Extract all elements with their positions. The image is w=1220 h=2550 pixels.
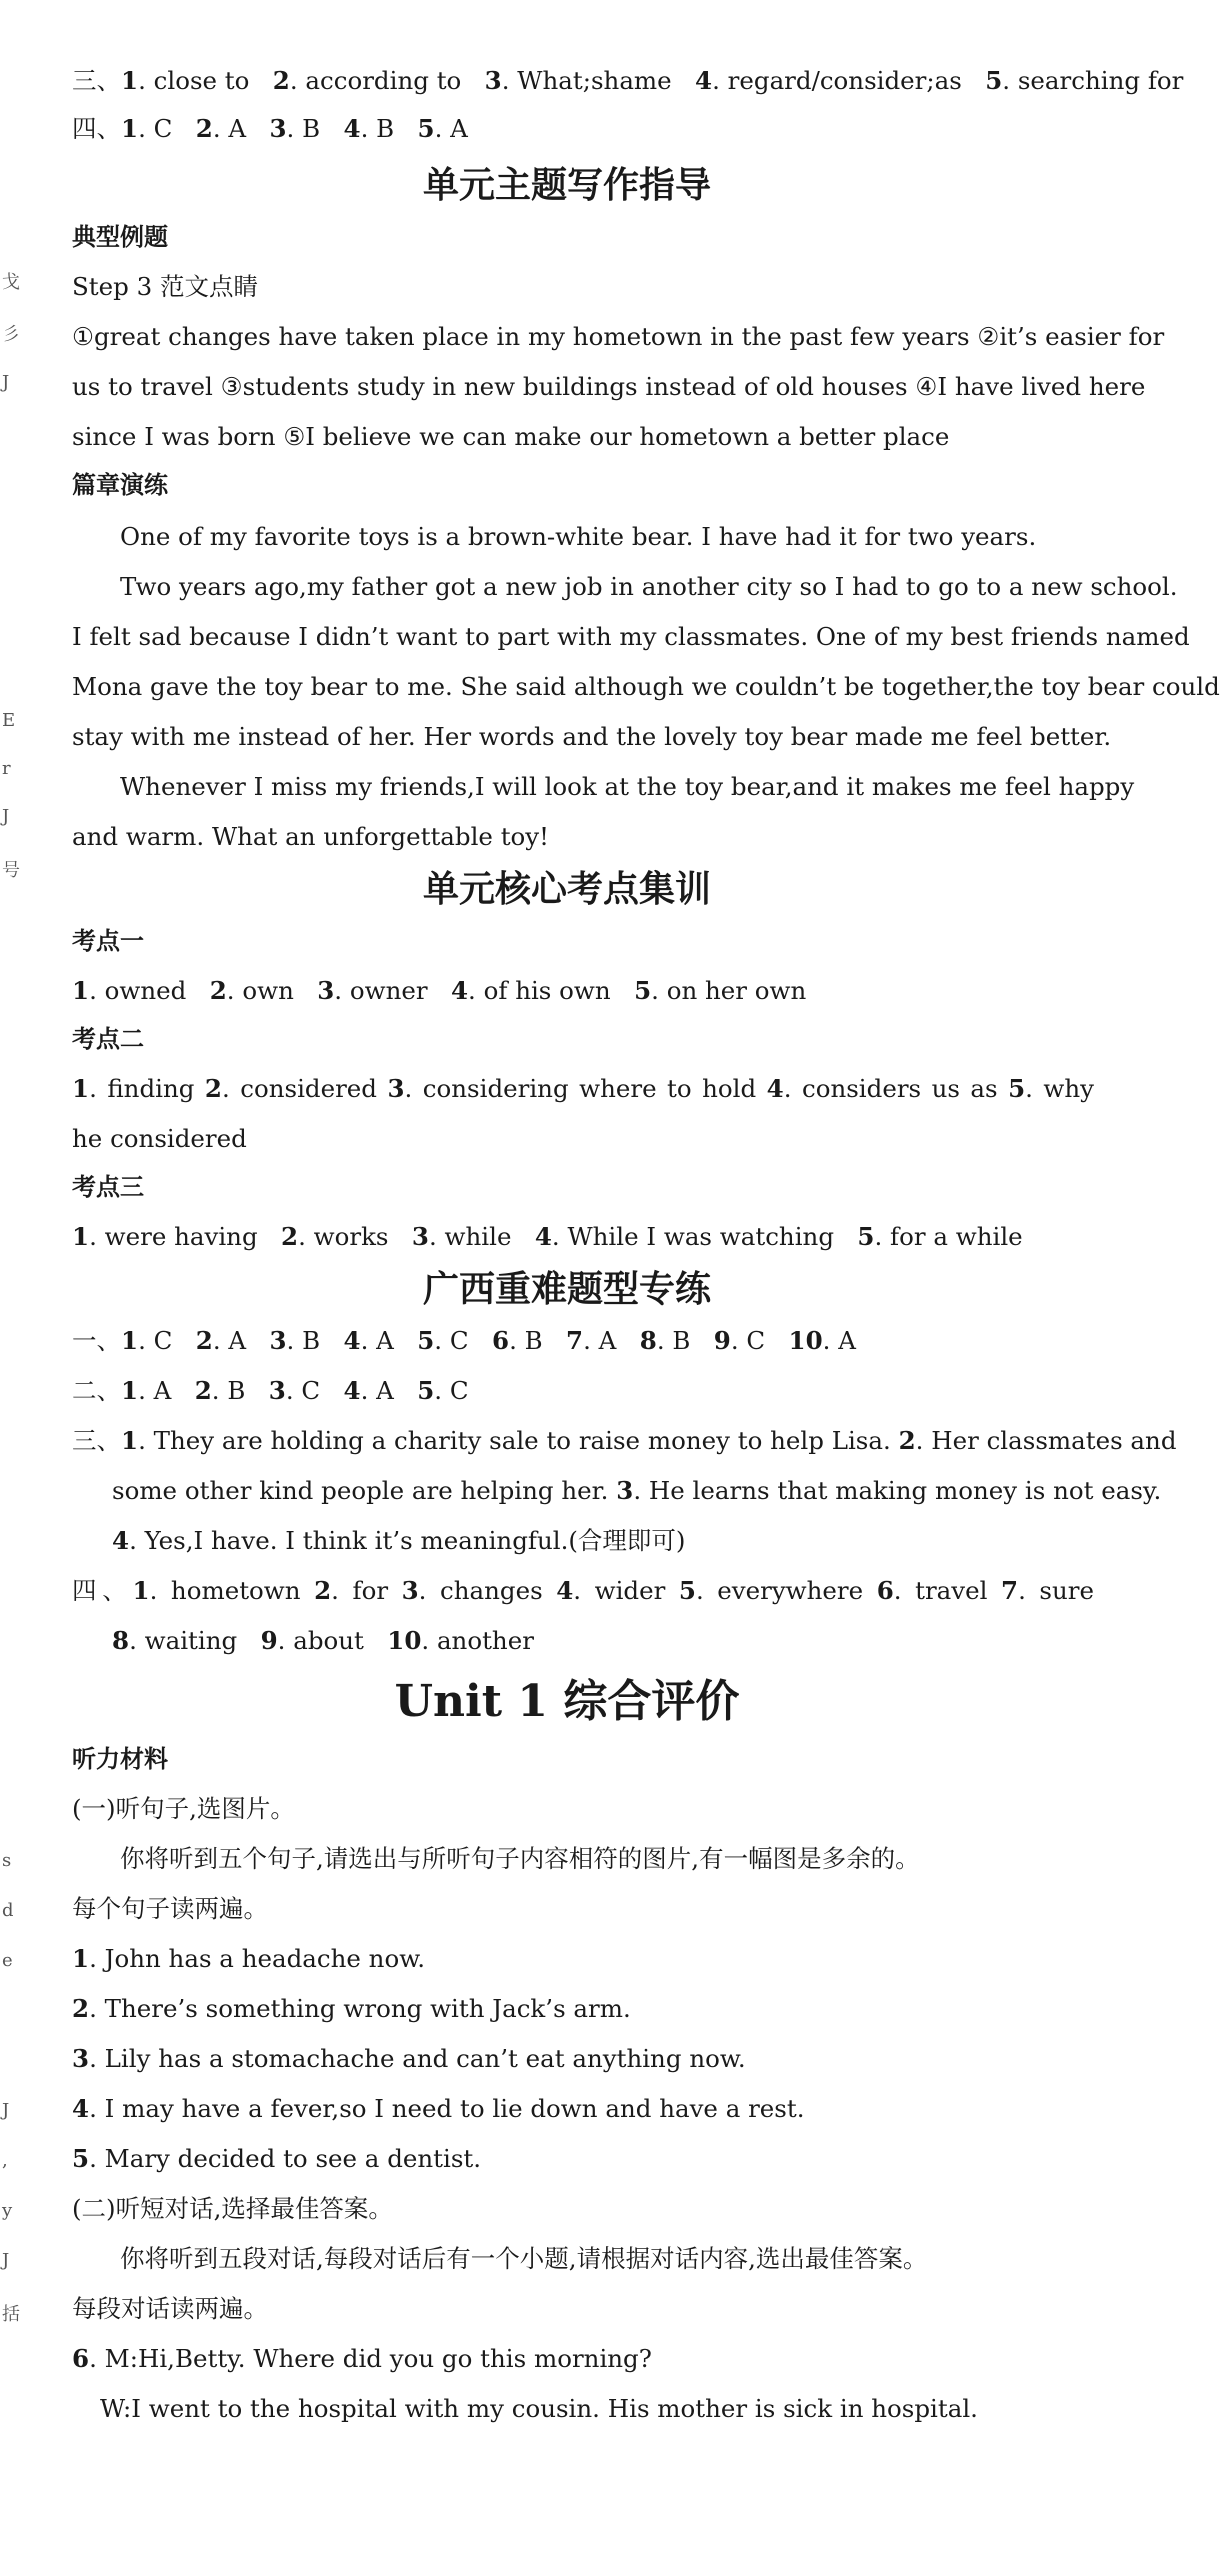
answer-line-san-3: 4. Yes,I have. I think it’s meaningful.(合理即可) bbox=[112, 1526, 686, 1555]
margin-mark: J bbox=[2, 2250, 10, 2271]
essay-line: Whenever I miss my friends,I will look at the toy bear,and it makes me feel happy bbox=[120, 772, 1135, 801]
step-label: Step 3 范文点睛 bbox=[72, 272, 258, 301]
margin-mark: e bbox=[2, 1950, 13, 1971]
practice-heading: 篇章演练 bbox=[72, 471, 168, 499]
essay-line: Mona gave the toy bear to me. She said although we couldn’t be together,the toy bear could bbox=[72, 672, 1220, 701]
part1-instruction: 你将听到五个句子,请选出与所听句子内容相符的图片,有一幅图是多余的。 bbox=[120, 1844, 920, 1873]
model-line: ①great changes have taken place in my hometown in the past few years ②it’s easier for bbox=[72, 322, 1165, 351]
margin-mark: J bbox=[2, 372, 10, 393]
point-heading-2: 考点二 bbox=[72, 1025, 144, 1053]
answer-line-san-1: 三、1. They are holding a charity sale to raise money to help Lisa. 2. Her classmates and bbox=[72, 1426, 1177, 1455]
listening-heading: 听力材料 bbox=[72, 1745, 168, 1773]
essay-line: stay with me instead of her. Her words and the lovely toy bear made me feel better. bbox=[72, 722, 1112, 751]
point-answers-2: 1. finding 2. considered 3. considering where to hold 4. considers us as 5. why bbox=[72, 1074, 1094, 1103]
sentence-item: 5. Mary decided to see a dentist. bbox=[72, 2144, 482, 2173]
answer-line-er: 二、1. A 2. B 3. C 4. A 5. C bbox=[72, 1376, 469, 1405]
essay-line: and warm. What an unforgettable toy! bbox=[72, 822, 549, 851]
answer-line-san-2: some other kind people are helping her. 3. He learns that making money is not easy. bbox=[112, 1476, 1162, 1505]
margin-mark: 括 bbox=[2, 2304, 20, 2325]
point-answers-2-cont: he considered bbox=[72, 1124, 247, 1153]
section-title-core: 单元核心考点集训 bbox=[422, 869, 711, 910]
sentence-item: 2. There’s something wrong with Jack’s arm. bbox=[72, 1994, 631, 2023]
essay-line: Two years ago,my father got a new job in another city so I had to go to a new school. bbox=[120, 572, 1178, 601]
margin-mark: s bbox=[2, 1850, 12, 1871]
section-title-guangxi: 广西重难题型专练 bbox=[422, 1269, 711, 1310]
sentence-item: 3. Lily has a stomachache and can’t eat anything now. bbox=[72, 2044, 746, 2073]
margin-mark: d bbox=[2, 1900, 14, 1921]
sentence-item: 4. I may have a fever,so I need to lie down and have a rest. bbox=[72, 2094, 805, 2123]
part1-instruction-cont: 每个句子读两遍。 bbox=[72, 1894, 268, 1923]
part2-instruction-cont: 每段对话读两遍。 bbox=[72, 2294, 268, 2323]
part2-instruction: 你将听到五段对话,每段对话后有一个小题,请根据对话内容,选出最佳答案。 bbox=[120, 2244, 928, 2273]
answer-line-san: 三、1. close to 2. according to 3. What;shame 4. regard/consider;as 5. searching for bbox=[72, 66, 1184, 95]
margin-mark: , bbox=[2, 2150, 8, 2171]
unit-title: Unit 1 综合评价 bbox=[394, 1676, 740, 1727]
margin-mark: 彡 bbox=[2, 324, 20, 345]
answer-line-si-1: 四、1. hometown 2. for 3. changes 4. wider 5. everywhere 6. travel 7. sure bbox=[72, 1576, 1094, 1605]
margin-mark: 号 bbox=[2, 860, 20, 881]
answer-line-si: 四、1. C 2. A 3. B 4. B 5. A bbox=[72, 114, 468, 143]
point-answers-1: 1. owned 2. own 3. owner 4. of his own 5. on her own bbox=[72, 976, 807, 1005]
model-line: us to travel ③students study in new buildings instead of old houses ④I have lived here bbox=[72, 372, 1146, 401]
point-answers-3: 1. were having 2. works 3. while 4. While I was watching 5. for a while bbox=[72, 1222, 1023, 1251]
model-line: since I was born ⑤I believe we can make our hometown a better place bbox=[72, 422, 950, 451]
margin-mark: 戈 bbox=[2, 272, 20, 293]
part2-heading: (二)听短对话,选择最佳答案。 bbox=[72, 2194, 393, 2223]
answer-line-si-2: 8. waiting 9. about 10. another bbox=[112, 1626, 534, 1655]
sentence-item: 1. John has a headache now. bbox=[72, 1944, 426, 1973]
dialogue-w: W:I went to the hospital with my cousin. His mother is sick in hospital. bbox=[100, 2394, 978, 2423]
point-heading-1: 考点一 bbox=[72, 927, 144, 955]
margin-mark: J bbox=[2, 806, 10, 827]
margin-mark: E bbox=[2, 710, 16, 731]
margin-mark: J bbox=[2, 2100, 10, 2121]
answer-line-yi: 一、1. C 2. A 3. B 4. A 5. C 6. B 7. A 8. B 9. C 10. A bbox=[72, 1326, 856, 1355]
dialogue-m: 6. M:Hi,Betty. Where did you go this morning? bbox=[72, 2344, 652, 2373]
example-heading: 典型例题 bbox=[72, 223, 168, 251]
essay-line: One of my favorite toys is a brown-white bear. I have had it for two years. bbox=[120, 522, 1037, 551]
point-heading-3: 考点三 bbox=[72, 1173, 144, 1201]
section-title-writing: 单元主题写作指导 bbox=[422, 165, 711, 206]
essay-line: I felt sad because I didn’t want to part with my classmates. One of my best friends named bbox=[72, 622, 1190, 651]
margin-mark: y bbox=[2, 2200, 13, 2221]
margin-mark: r bbox=[2, 758, 11, 779]
part1-heading: (一)听句子,选图片。 bbox=[72, 1794, 295, 1823]
